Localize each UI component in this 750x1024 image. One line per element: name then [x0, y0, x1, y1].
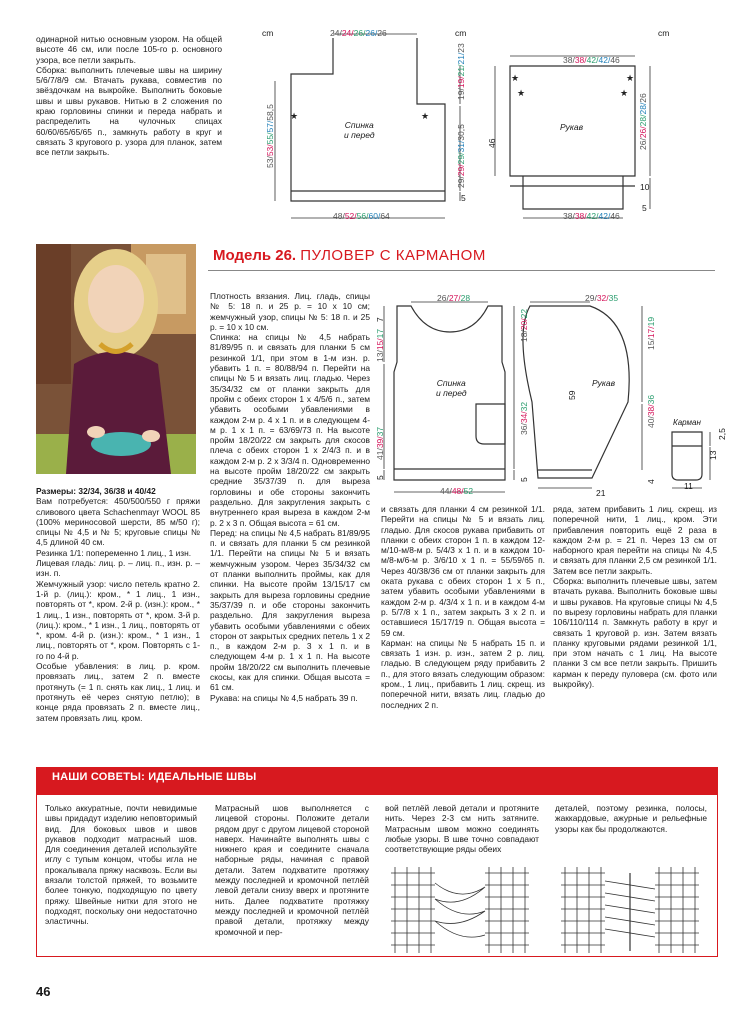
size-5: 46 — [610, 55, 620, 65]
mid-sleeve-rib: 4 — [646, 479, 656, 484]
body-rib-height: 5 — [461, 193, 466, 203]
size-2: 38/ — [646, 404, 656, 417]
size-3: 17 — [375, 328, 385, 339]
size-1: 19/ — [456, 88, 466, 100]
size-3: 26/ — [353, 28, 366, 38]
size-1: 29/ — [585, 293, 597, 303]
size-4: 26/ — [365, 28, 378, 38]
size-1: 26/ — [638, 138, 648, 150]
size-1: 29/ — [456, 176, 466, 188]
size-3: 35 — [608, 293, 619, 303]
size-2: 20/ — [519, 318, 529, 331]
tips-col-3: вой петлёй левой детали и протяните нить. Через 2-3 см нить затяните. Матрасным швом можно соединять любые узоры. В шве точно совпадают соответствующие ряды обеих — [385, 803, 539, 855]
size-1: 18/ — [519, 330, 529, 342]
size-2: 52/ — [344, 211, 357, 221]
mattress-stitch-illustration-1 — [385, 863, 535, 955]
model-title — [213, 247, 486, 264]
size-2: 27/ — [448, 293, 461, 303]
instructions-column-2 — [210, 291, 370, 703]
top-text-paragraph: одинарной нитью основным узором. На общей высоте 46 см, или после 105-го р. основного узора, все петли закрыть. — [36, 34, 222, 65]
size-1: 40/ — [646, 416, 656, 428]
stockinette-line: Лицевая гладь: лиц. р. – лиц. п., изн. р. – изн. п. — [36, 558, 200, 579]
size-3: 42/ — [586, 55, 599, 65]
size-3: 55/ — [265, 132, 275, 145]
mid-pocket-h: 13 — [708, 450, 718, 460]
sleeve-continued-paragraph: и связать для планки 4 см резинкой 1/1. Перейти на спицы № 5 и вязать лиц. гладью. Для скосов рукава прибавить от планки с обеих сторон 1 п. в каждом 12-м/10-м/8-м р. 5/4/3 х 1 п. и в каждом 10-м/8-м/6-м р. 3/6/10 х 1 п. = 55/59/65 п. Через 40/38/36 см от планки закрыть для оката рукава с обеих сторон 1 х 5 п., затем убавить особыми убавлениями в каждом 2-м р. 4/3/4 х 1 п. и в каждом 4-м р. 5/7/8 х 1 п., затем закрыть 3 х 2 п. и оставшиеся 15/17/19 п. Общая высота = 59 см. — [381, 504, 545, 638]
size-3: 19 — [646, 316, 656, 327]
model-photo-illustration — [36, 244, 196, 474]
svg-text:★: ★ — [290, 111, 299, 121]
top-cm-left: cm — [262, 28, 274, 38]
mattress-stitch-illustration-2 — [555, 863, 705, 955]
mid-pocket-label: Карман — [673, 418, 701, 427]
size-5: 23 — [456, 43, 466, 53]
size-4: 42/ — [598, 211, 611, 221]
size-2: 24/ — [341, 28, 354, 38]
body-label: Спинка и перед — [344, 120, 375, 140]
size-1: 41/ — [375, 448, 385, 460]
size-2: 26/ — [638, 126, 648, 139]
seed-stitch-line: Жемчужный узор: число петель кратно 2. 1-й р. (лиц.): кром., * 1 лиц., 1 изн., повторять от *, кром. 2-й р. (изн.): кром., * 1 лиц., 1 изн., повторять от *, кром. 3-й р. (лиц.): кром., * 1 изн., 1 лиц., повторять от *, кром. 4-й р. (изн.): кром., * 1 изн., 1 лиц., повторять от *, кром. Повторять с 1-го по 4-й р. — [36, 578, 200, 661]
tips-col-2: Матрасный шов выполняется с лицевой стороны. Положите детали рядом друг с другом лицевой стороной наверх. Начинайте выполнять швы с нижнего края и соедините сначала наборные ряды, начиная с правой детали. Затем подхватите протяжку между последней и кромочной петлёй левой детали снизу вверх и протяните нить. Далее подхватите протяжку между последней и кромочной петлёй правой детали, протяжку между кромочной и пер- — [215, 803, 369, 937]
size-2: 39/ — [375, 436, 385, 449]
size-2: 29/ — [456, 164, 466, 177]
size-3: 29/ — [456, 152, 466, 165]
instructions-column-3 — [381, 504, 545, 710]
tips-box — [36, 767, 718, 957]
size-5: 26 — [638, 93, 648, 103]
mid-sleeve-right-h1 — [646, 317, 656, 350]
size-4: 21/ — [456, 52, 466, 65]
sizes-line: Размеры: 32/34, 36/38 и 40/42 — [36, 486, 156, 496]
body-right-height-1 — [456, 43, 466, 100]
front-paragraph: Перед: на спицы № 4,5 набрать 81/89/95 п. и связать для планки 5 см резинкой 1/1. Перейти на спицы № 5 и вязать жемчужным узором. Через 35/34/32 см от планки выполнить проймы, как для спинки. На высоте пройм 13/15/17 см закрыть для выреза горловины средние 35/37/39 п. и обе стороны закончить раздельно. Для закругления выреза убавить особыми убавлениями с обеих сторон от закрытых средних петель 1 х 2 п., в каждом 2-м р. 3 х 1 п. и в следующем 4-м р. 1 х 1 п. На высоте пройм 18/20/22 см выполнить плечевые скосы, как для спинки. Общая высота = 61 см. — [210, 527, 370, 693]
mid-sleeve-bottom: 21 — [596, 488, 606, 498]
size-5: 58,5 — [265, 104, 275, 121]
sleeve-cuff-height: 10 — [640, 182, 650, 192]
mid-left-top-h: 7 — [375, 317, 385, 322]
svg-text:★: ★ — [626, 73, 635, 83]
size-3: 32 — [519, 401, 529, 412]
finishing-paragraph: Сборка: выполнить плечевые швы, затем втачать рукава. Выполнить боковые швы и швы рукавов. На круговые спицы № 4,5 по вырезу горловины набрать для планки 106/110/114 п. Замкнуть работу в круг и связать 1 круговой р. изн. Затем вязать планку круговыми рядами резинкой 1/1, при этом начать с 1 лиц. На высоте планки 3 см все петли закрыть. Пришить карман к переду пуловера (см. фото или выкройку). — [553, 576, 717, 690]
instructions-column-4 — [553, 504, 717, 689]
size-4: 28/ — [638, 102, 648, 115]
size-1: 38/ — [563, 55, 575, 65]
size-1: 26/ — [437, 293, 449, 303]
mid-sleeve-top — [585, 293, 618, 303]
top-cm-right: cm — [455, 28, 467, 38]
decreases-line: Особые убавления: в лиц. р. кром. провязать лиц., затем 2 п. вместе протянуть (= 1 п. снять как лиц., 1 лиц. и протянуть её через снятую петлю); в конце ряда провязать 2 п. вместе лиц., затем провязать лиц. кром. — [36, 661, 200, 723]
size-4: 60/ — [368, 211, 381, 221]
body-top-width — [330, 28, 387, 38]
mid-pocket-width: 11 — [684, 481, 693, 491]
size-3: 22 — [519, 308, 529, 319]
sleeve-bottom-width — [563, 211, 620, 221]
mid-neck-width — [437, 293, 470, 303]
mid-bottom-width — [440, 486, 473, 496]
gauge-paragraph: Плотность вязания. Лиц. гладь, спицы № 5: 18 п. и 25 р. = 10 х 10 см; жемчужный узор, спицы № 5: 18 п. и 25 р. = 10 х 10 см. — [210, 291, 370, 332]
size-3: 36 — [646, 394, 656, 405]
size-4: 31/ — [456, 140, 466, 153]
tips-body — [36, 795, 718, 957]
size-2: 19/ — [456, 76, 466, 89]
size-5: 64 — [380, 211, 390, 221]
model-photo — [36, 244, 196, 474]
pocket-continued-paragraph: ряда, затем прибавить 1 лиц. скрещ. из поперечной нити, 1 лиц., кром. Эти прибавления повторить ещё 2 раза в каждом 2-м р. = 21 п. Через 13 см от наборного края перейти на спицы № 4,5 и связать для планки 2,5 см резинкой 1/1. Затем все петли закрыть. — [553, 504, 717, 576]
svg-text:★: ★ — [511, 73, 520, 83]
tips-col-4: деталей, поэтому резинка, полосы, жаккардовые, ажурные и рельефные узоры как бы продолжаются. — [555, 803, 707, 834]
mid-left-h1 — [375, 329, 385, 362]
top-cm-right-2: cm — [658, 28, 670, 38]
materials-column — [36, 486, 200, 723]
mid-left-h2 — [375, 427, 385, 460]
pocket-paragraph: Карман: на спицы № 5 набрать 15 п. и связать 1 изн. р. изн., затем 2 р. лиц. гладью. В следующем ряду прибавить 2 п., для этого вязать следующим образом: кром., 1 лиц., прибавить 1 лиц. скрещ. из поперечной нити, вязать лиц. гладью до последних 2 п. — [381, 637, 545, 710]
body-left-height — [265, 104, 275, 168]
tips-col-1: Только аккуратные, почти невидимые швы придадут изделию неповторимый вид. Для боковых швов и швов рукавов подходит матрасный шов. Для соединения деталей используйте иглу с тупым концом, чтобы игла не прокалывала пряжу насквозь. Если вы вязали толстой пряжей, то возьмите более тонкую, подходящую по цвету пряжу. Швейные нитки для этого не подходят, поскольку они недостаточно эластичны. — [45, 803, 197, 927]
size-3: 21/ — [456, 64, 466, 77]
sleeve-top-width — [563, 55, 620, 65]
size-1: 44/ — [440, 486, 452, 496]
size-2: 34/ — [519, 411, 529, 424]
svg-text:★: ★ — [620, 88, 629, 98]
svg-text:★: ★ — [517, 88, 526, 98]
size-2: 15/ — [375, 338, 385, 351]
model-title-prefix: Модель 26. — [213, 247, 297, 264]
sleeve-rib-height: 5 — [642, 203, 647, 213]
size-3: 37 — [375, 426, 385, 437]
size-1: 53/ — [265, 156, 275, 168]
mid-body-label: Спинка и перед — [436, 378, 467, 398]
top-text-column — [36, 34, 222, 158]
sleeves-paragraph: Рукава: на спицы № 4,5 набрать 39 п. — [210, 692, 358, 703]
mid-sleeve-right-h2 — [646, 395, 656, 428]
page-number: 46 — [36, 984, 51, 999]
mid-right-h2 — [519, 402, 529, 435]
svg-text:★: ★ — [421, 111, 430, 121]
model-title-text: ПУЛОВЕР С КАРМАНОМ — [300, 247, 486, 264]
title-rule — [208, 270, 715, 271]
size-2: 38/ — [574, 55, 587, 65]
body-right-height-2 — [456, 124, 466, 188]
tips-header — [36, 767, 718, 795]
size-2: 38/ — [574, 211, 587, 221]
rib-stitch-line: Резинка 1/1: попеременно 1 лиц., 1 изн. — [36, 547, 192, 558]
size-1: 36/ — [519, 423, 529, 435]
mid-pattern-schema — [380, 292, 718, 496]
mid-right-h1 — [519, 309, 529, 342]
size-1: 15/ — [646, 338, 656, 350]
mid-sleeve-left-h: 59 — [567, 390, 577, 400]
sleeve-left-height: 46 — [487, 138, 497, 148]
back-paragraph: Спинка: на спицы № 4,5 набрать 81/89/95 п. и связать для планки 5 см резинкой 1/1, при этом в 1-м изн. р. убавить 1 п. = 80/88/94 п. Перейти на спицы № 5 и вязать лиц. гладью. Через 35/34/32 см от планки закрыть для пройм с обеих сторон 1 х 4/5/6 п., затем убавить особыми убавлениями в каждом 2-м р. 4 х 1 п. и в следующем 4-м р. 1 х 1 п. = 63/69/73 п. На высоте пройм 18/20/22 см закрыть для скосов плеча с обеих сторон 1 х 2/4/3 п. и в каждом 2-м р. 2 х 3/3/4 п. Одновременно на высоте пройм 18/20/22 см закрыть средние 35/37/39 п. для выреза горловины и обе стороны закончить раздельно. Для закругления закрыть с внутреннего края выреза в каждом 2-м р. 2 х 3 п. Общая высота = 61 см. — [210, 332, 370, 528]
size-3: 52 — [463, 486, 474, 496]
size-3: 28/ — [638, 114, 648, 127]
size-5: 46 — [610, 211, 620, 221]
size-3: 28 — [460, 293, 471, 303]
size-3: 42/ — [586, 211, 599, 221]
mid-sleeve-label: Рукав — [592, 378, 616, 388]
size-1: 13/ — [375, 350, 385, 362]
sleeve-right-height — [638, 93, 648, 150]
size-1: 38/ — [563, 211, 575, 221]
body-bottom-width — [333, 211, 390, 221]
size-5: 26 — [377, 28, 387, 38]
mid-right-rib: 5 — [519, 477, 529, 482]
mid-left-rib: 5 — [375, 475, 385, 480]
mid-pocket-rib: 2,5 — [717, 428, 727, 440]
sleeve-label: Рукав — [560, 122, 584, 132]
size-2: 53/ — [265, 144, 275, 157]
tips-title: НАШИ СОВЕТЫ: ИДЕАЛЬНЫЕ ШВЫ — [52, 771, 257, 783]
size-3: 56/ — [356, 211, 369, 221]
size-4: 57/ — [265, 120, 275, 133]
size-1: 48/ — [333, 211, 345, 221]
size-2: 17/ — [646, 326, 656, 339]
assembly-paragraph: Сборка: выполнить плечевые швы на ширину 5/6/7/8/9 см. Втачать рукава, совместив по звёздочкам на выкройке. Выполнить боковые швы и швы рукавов. Нитью в 2 сложения по краю горловины спинки и переда набрать и распределить на чулочных спицах 60/60/65/65/65 п., замкнуть работу в круг и связать 3 кругового р. узора для планок, затем все петли закрыть. — [36, 64, 222, 158]
size-1: 24/ — [330, 28, 342, 38]
size-2: 48/ — [451, 486, 464, 496]
size-4: 42/ — [598, 55, 611, 65]
size-5: 30,5 — [456, 124, 466, 141]
size-2: 32/ — [596, 293, 609, 303]
materials-line: Вам потребуется: 450/500/550 г пряжи сливового цвета Schachenmayr WOOL 85 (100% мериносовой шерсти, 85 м/50 г); спицы № 4,5 и № 5; круговые спицы № 4,5 длиной 40 см. — [36, 496, 200, 548]
